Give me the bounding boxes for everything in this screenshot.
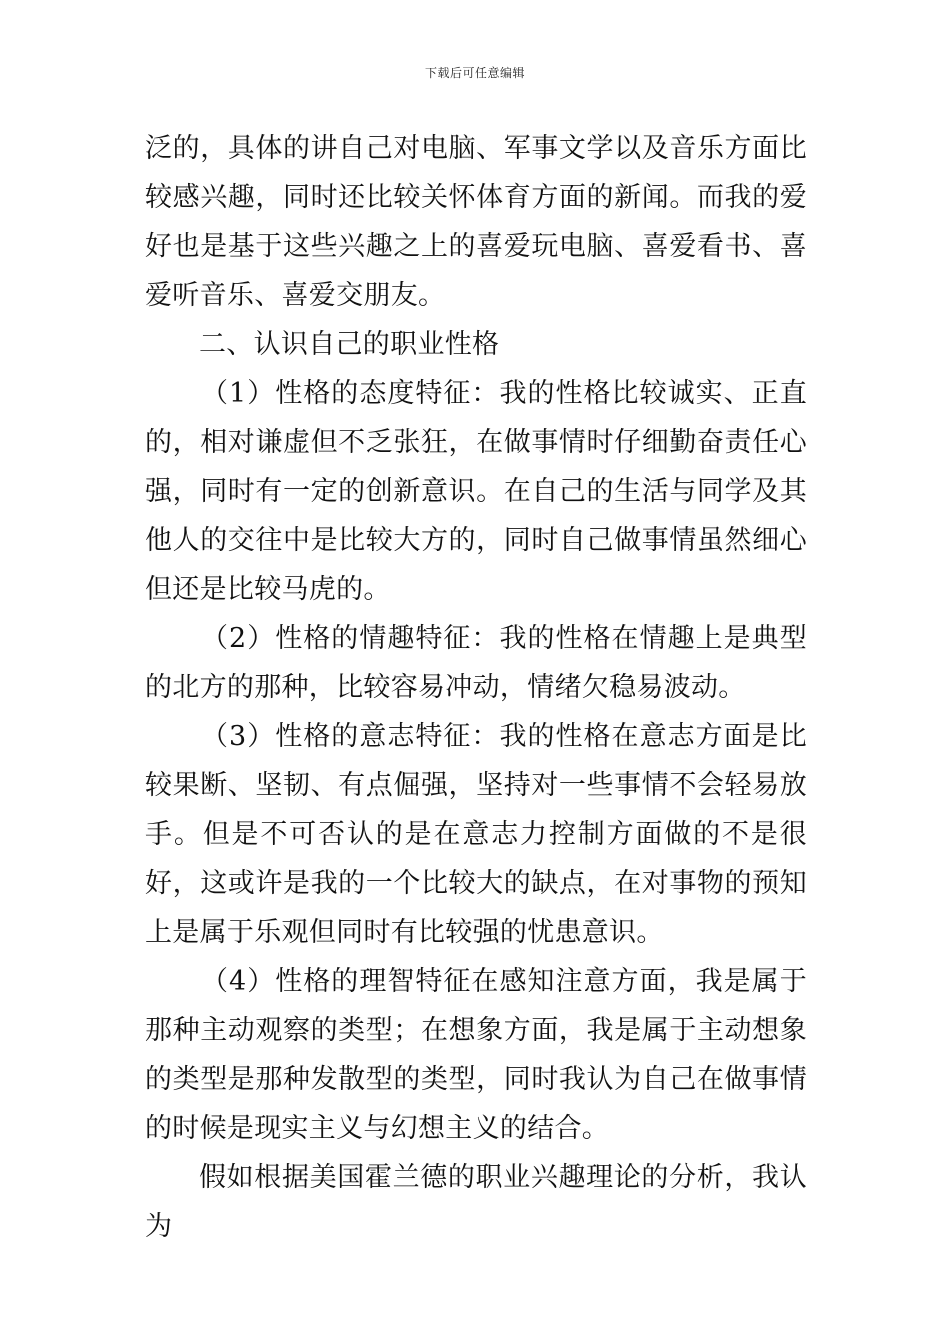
paragraph-attitude-traits: （1）性格的态度特征：我的性格比较诚实、正直的，相对谦虚但不乏张狂，在做事情时仔细勤奋责任心强，同时有一定的创新意识。在自己的生活与同学及其他人的交往中是比较大方的，同时自己做事情虽然细心但还是比较马虎的。 [145, 378, 807, 605]
section-heading-career-personality: 二、认识自己的职业性格 [199, 329, 500, 360]
paragraph-holland-theory: 假如根据美国霍兰德的职业兴趣理论的分析，我认为 [145, 1162, 807, 1242]
document-body [145, 124, 807, 1251]
page-header: 下载后可任意编辑 [424, 66, 525, 80]
paragraph-emotional-traits: （2）性格的情趣特征：我的性格在情趣上是典型的北方的那种，比较容易冲动，情绪欠稳易波动。 [145, 623, 807, 703]
paragraph-will-traits: （3）性格的意志特征：我的性格在意志方面是比较果断、坚韧、有点倔强，坚持对一些事情不会轻易放手。但是不可否认的是在意志力控制方面做的不是很好，这或许是我的一个比较大的缺点，在对事物的预知上是属于乐观但同时有比较强的忧患意识。 [145, 721, 807, 948]
paragraph-intellect-traits: （4）性格的理智特征在感知注意方面，我是属于那种主动观察的类型；在想象方面，我是属于主动想象的类型是那种发散型的类型，同时我认为自己在做事情的时候是现实主义与幻想主义的结合。 [145, 966, 807, 1144]
paragraph-hobbies: 泛的，具体的讲自己对电脑、军事文学以及音乐方面比较感兴趣，同时还比较关怀体育方面的新闻。而我的爱好也是基于这些兴趣之上的喜爱玩电脑、喜爱看书、喜爱听音乐、喜爱交朋友。 [145, 133, 807, 311]
